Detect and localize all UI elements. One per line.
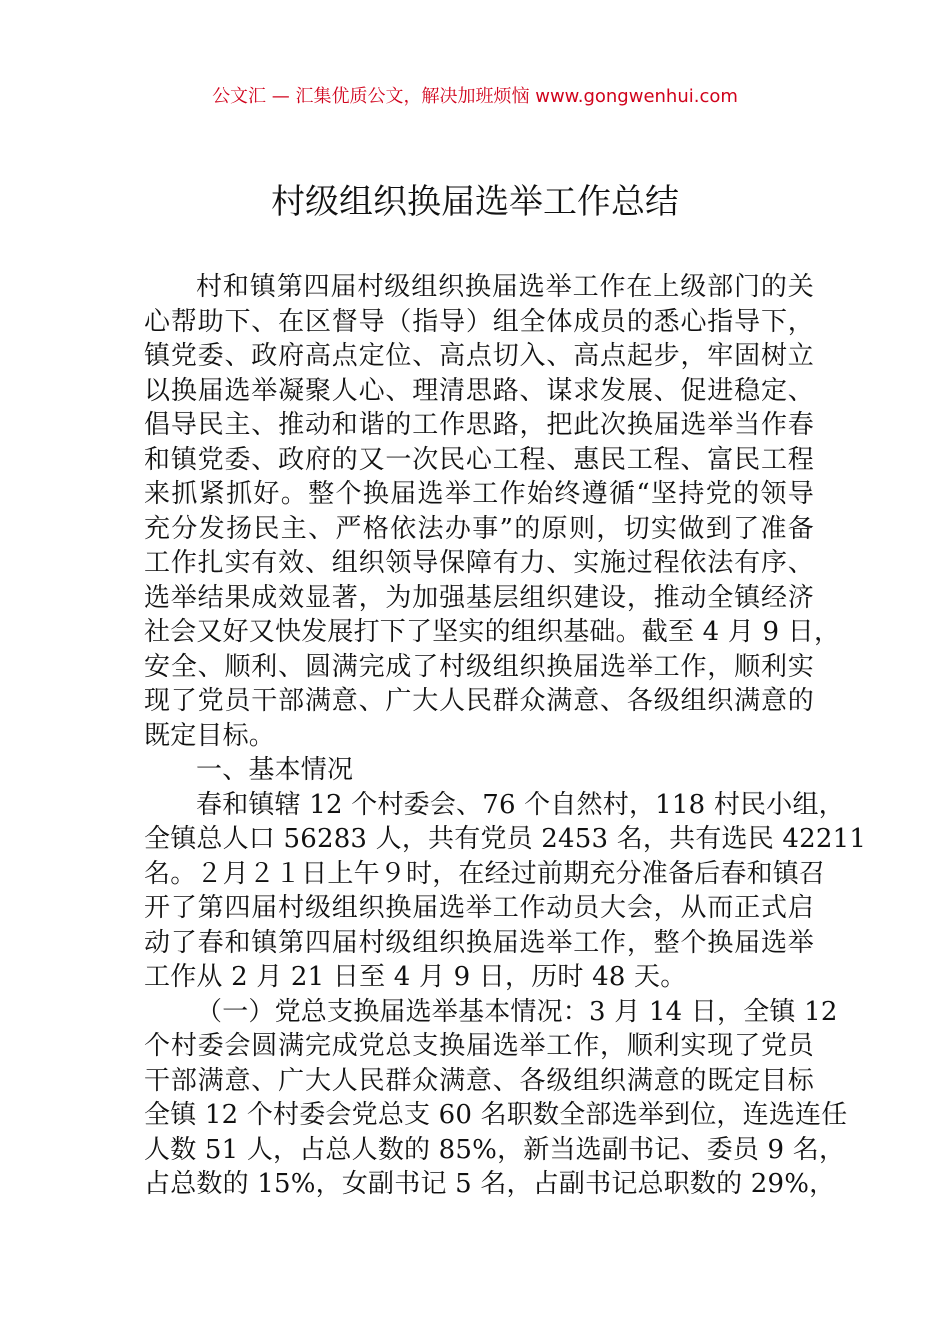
- body-line: 以换届选举凝聚人心、理清思路、谋求发展、促进稳定、: [144, 375, 814, 406]
- body-line: 心帮助下、在区督导（指导）组全体成员的悉心指导下，: [144, 306, 814, 337]
- body-line: 选举结果成效显著，为加强基层组织建设，推动全镇经济: [144, 582, 814, 613]
- body-line: 个村委会圆满完成党总支换届选举工作，顺利实现了党员: [144, 1031, 814, 1061]
- body-line: 既定目标。: [144, 720, 276, 751]
- body-line: 来抓紧抓好。整个换届选举工作始终遵循“坚持党的领导: [144, 479, 814, 509]
- body-line: 倡导民主、推动和谐的工作思路，把此次换届选举当作春: [144, 410, 814, 440]
- body-line: 和镇党委、政府的又一次民心工程、惠民工程、富民工程: [144, 444, 814, 475]
- body-line: 占总数的 15%，女副书记 5 名，占副书记总职数的 29%，: [144, 1169, 836, 1199]
- body-line: 镇党委、政府高点定位、高点切入、高点起步，牢固树立: [144, 341, 814, 371]
- body-line: 社会又好又快发展打下了坚实的组织基础。截至 4 月 9 日，: [144, 617, 841, 647]
- body-line: 充分发扬民主、严格依法办事”的原则，切实做到了准备: [144, 513, 814, 544]
- body-line: 名。２月２１日上午９时，在经过前期充分准备后春和镇召: [144, 858, 826, 889]
- subsection-line: （一）党总支换届选举基本情况：3 月 14 日，全镇 12: [196, 996, 838, 1027]
- body-line: 全镇总人口 56283 人，共有党员 2453 名，共有选民 42211: [144, 824, 867, 854]
- body-line: 春和镇辖 12 个村委会、76 个自然村，118 村民小组，: [196, 789, 845, 820]
- document-body: [144, 270, 867, 1202]
- body-line: 干部满意、广大人民群众满意、各级组织满意的既定目标: [144, 1065, 814, 1096]
- document-title: 村级组织换届选举工作总结: [271, 182, 679, 222]
- section-heading: 一、基本情况: [196, 755, 354, 785]
- body-line: 村和镇第四届村级组织换届选举工作在上级部门的关: [196, 272, 814, 302]
- body-line: 动了春和镇第四届村级组织换届选举工作，整个换届选举: [144, 927, 814, 958]
- body-line: 全镇 12 个村委会党总支 60 名职数全部选举到位，连选连任: [144, 1100, 848, 1130]
- body-line: 现了党员干部满意、广大人民群众满意、各级组织满意的: [144, 686, 814, 716]
- body-line: 工作扎实有效、组织领导保障有力、实施过程依法有序、: [144, 548, 814, 578]
- site-banner: 公文汇 — 汇集优质公文，解决加班烦恼 www.gongwenhui.com: [212, 86, 738, 107]
- body-line: 人数 51 人，占总人数的 85%，新当选副书记、委员 9 名，: [144, 1134, 846, 1165]
- body-line: 工作从 2 月 21 日至 4 月 9 日，历时 48 天。: [144, 962, 687, 992]
- body-line: 安全、顺利、圆满完成了村级组织换届选举工作，顺利实: [144, 651, 814, 682]
- body-line: 开了第四届村级组织换届选举工作动员大会，从而正式启: [144, 893, 814, 923]
